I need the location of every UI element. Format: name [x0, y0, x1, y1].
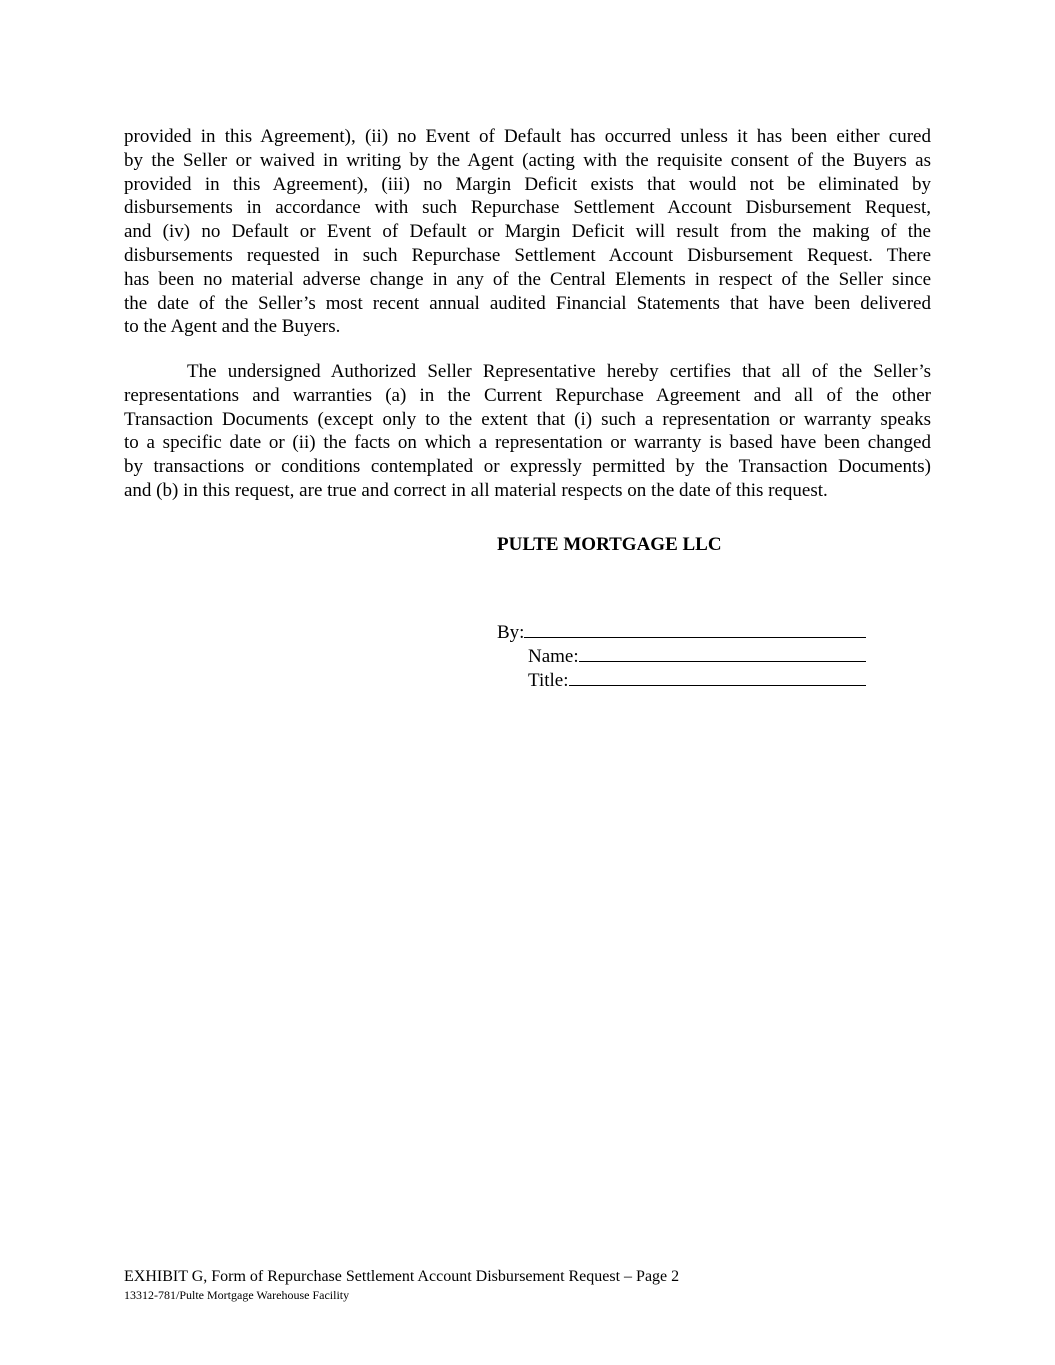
company-name: PULTE MORTGAGE LLC [497, 534, 722, 555]
name-line[interactable] [579, 644, 866, 662]
title-label: Title: [528, 670, 569, 691]
text-line: and (b) in this request, are true and correct in all material respects on the date of this request. [124, 479, 828, 501]
footer-reference: 13312-781/Pulte Mortgage Warehouse Facility [124, 1288, 350, 1302]
text-line: by the Seller or waived in writing by the Agent (acting with the requisite consent of the Buyers as [124, 149, 931, 171]
text-line: The undersigned Authorized Seller Representative hereby certifies that all of the Seller’s [187, 361, 931, 382]
paragraph-2 [124, 360, 931, 503]
footer-title: EXHIBIT G, Form of Repurchase Settlement Account Disbursement Request – Page 2 [124, 1268, 680, 1285]
text-line: has been no material adverse change in any of the Central Elements in respect of the Seller since [124, 268, 931, 290]
text-line: disbursements in accordance with such Repurchase Settlement Account Disbursement Request, [124, 197, 931, 219]
text-line: Transaction Documents (except only to the extent that (i) such a representation or warranty speaks [124, 408, 931, 430]
name-label: Name: [528, 646, 579, 667]
text-line: by transactions or conditions contemplated or expressly permitted by the Transaction Documents) [124, 456, 931, 478]
text-line: provided in this Agreement), (iii) no Margin Deficit exists that would not be eliminated by [124, 173, 931, 195]
signature-line[interactable] [524, 620, 866, 638]
text-line: disbursements requested in such Repurchase Settlement Account Disbursement Request. There [124, 244, 931, 266]
paragraph-1 [124, 125, 931, 339]
signature-by-row [497, 620, 866, 644]
text-line: representations and warranties (a) in the Current Repurchase Agreement and all of the other [124, 384, 931, 406]
text-line: to a specific date or (ii) the facts on which a representation or warranty is based have been changed [124, 432, 931, 454]
signature-title-row [528, 668, 866, 692]
title-line[interactable] [569, 668, 866, 686]
text-line: and (iv) no Default or Event of Default or Margin Deficit will result from the making of the [124, 221, 931, 243]
signature-name-row [528, 644, 866, 668]
by-label: By: [497, 622, 525, 643]
text-line: the date of the Seller’s most recent annual audited Financial Statements that have been delivered [124, 292, 931, 314]
text-line: provided in this Agreement), (ii) no Event of Default has occurred unless it has been either cured [124, 126, 931, 147]
text-line: to the Agent and the Buyers. [124, 316, 341, 338]
